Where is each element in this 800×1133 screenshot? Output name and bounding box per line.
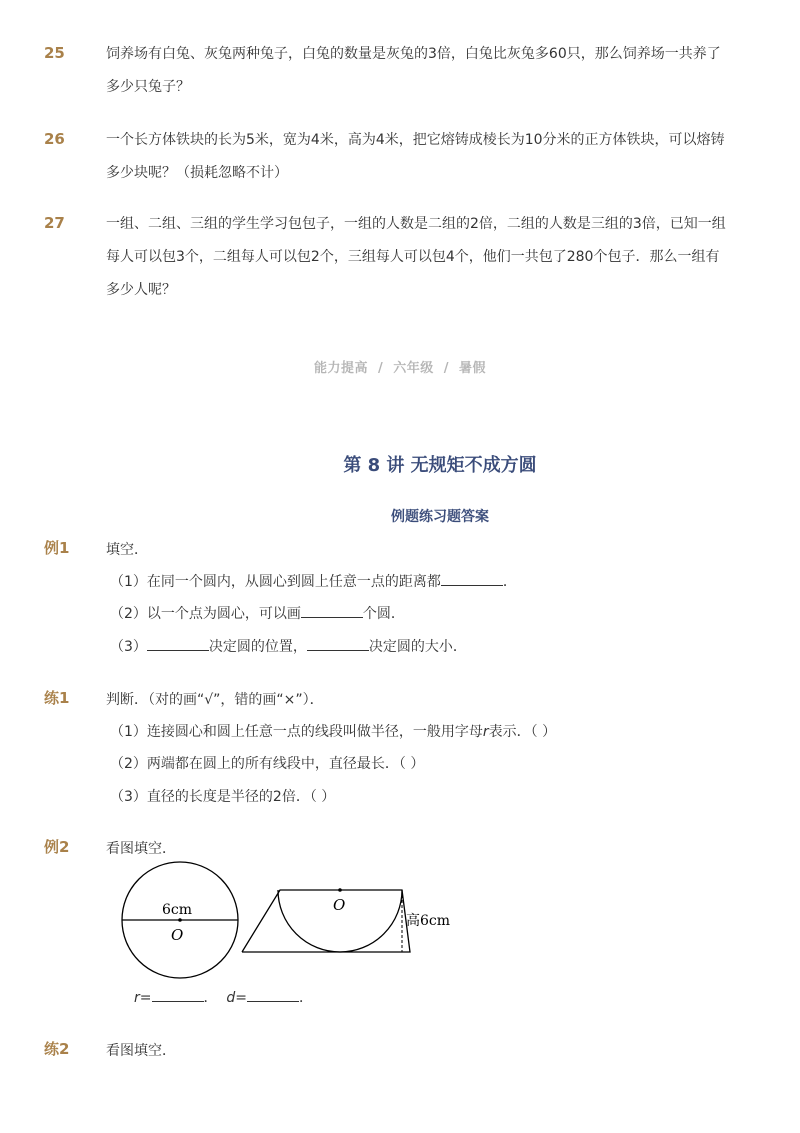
question-number: 26 [44,130,65,148]
equals-sign: = [235,990,248,1006]
judge-item-text: （1）连接圆心和圆上任意一点的线段叫做半径，一般用字母 [110,724,483,740]
judge-item: （3）直径的长度是半径的2倍．（ ） [110,789,336,805]
equals-sign: = [139,990,152,1006]
fill-item-text: （2）以一个点为圆心，可以画 [110,606,301,622]
question-text: 一个长方体铁块的长为5米，宽为4米，高为4米，把它熔铸成棱长为10分米的正方体铁块，可以熔铸多少块呢？（损耗忽略不计） [106,132,725,181]
fill-item-text: 决定圆的大小． [368,639,467,655]
question-text: 饲养场有白兔、灰兔两种兔子，白兔的数量是灰兔的3倍，白兔比灰兔多60只，那么饲养场一共养了多少只兔子？ [106,46,721,95]
footer-separator: / [443,361,449,376]
answer-blank[interactable] [152,987,204,1002]
judge-item: （2）两端都在圆上的所有线段中，直径最长．（ ） [110,756,425,772]
practice-prompt: 看图填空． [106,1043,176,1059]
period: ． [203,990,218,1006]
lecture-title: 第 8 讲 无规矩不成方圆 [343,455,537,476]
example-label: 例2 [44,838,70,856]
center-label: O [333,896,346,914]
footer-separator: / [377,361,384,376]
center-label: O [171,926,184,944]
answer-line [134,987,313,1007]
answer-blank[interactable] [301,603,363,618]
fill-item [110,603,405,623]
example-label: 例1 [44,539,70,557]
answer-blank[interactable] [147,636,209,651]
fill-item-text: 决定圆的位置， [208,639,307,655]
judge-item [110,721,556,741]
example-prompt: 填空． [106,542,148,558]
answer-blank[interactable] [307,636,369,651]
example-prompt: 看图填空． [106,841,176,857]
fill-item [110,571,517,591]
question-text: 一组、二组、三组的学生学习包包子，一组的人数是二组的2倍，二组的人数是三组的3倍，已知一组每人可以包3个，二组每人可以包2个，三组每人可以包4个，他们一共包了280个包子．那么一组有多少人呢？ [106,216,726,298]
question-number: 27 [44,214,65,232]
trapezoid-shape [242,890,410,952]
judge-item-text: 表示．（ ） [488,724,557,740]
practice-label: 练1 [44,689,70,707]
variable-r: r [482,724,489,740]
fill-item-text: ． [502,574,517,590]
section-subtitle: 例题练习题答案 [391,509,489,525]
footer-term: 暑假 [459,361,487,376]
period: ． [299,990,314,1006]
practice-label: 练2 [44,1040,70,1058]
variable-r: r [134,990,140,1006]
fill-item [110,636,467,656]
center-point [178,918,182,922]
answer-blank[interactable] [441,571,503,586]
height-label: 高6cm [406,913,451,929]
practice-prompt: 判断．（对的画“√”，错的画“×”）． [106,692,324,708]
variable-d: d [226,990,236,1006]
footer-course: 能力提高 [313,361,368,376]
page-footer [0,357,800,376]
fill-item-text: （3） [110,639,147,655]
question-number: 25 [44,44,65,62]
diameter-label: 6cm [162,902,193,918]
fill-item-text: 个圆． [362,606,405,622]
answer-blank[interactable] [247,987,299,1002]
fill-item-text: （1）在同一个圆内，从圆心到圆上任意一点的距离都 [110,574,441,590]
center-point [338,888,342,892]
footer-grade: 六年级 [393,361,434,376]
